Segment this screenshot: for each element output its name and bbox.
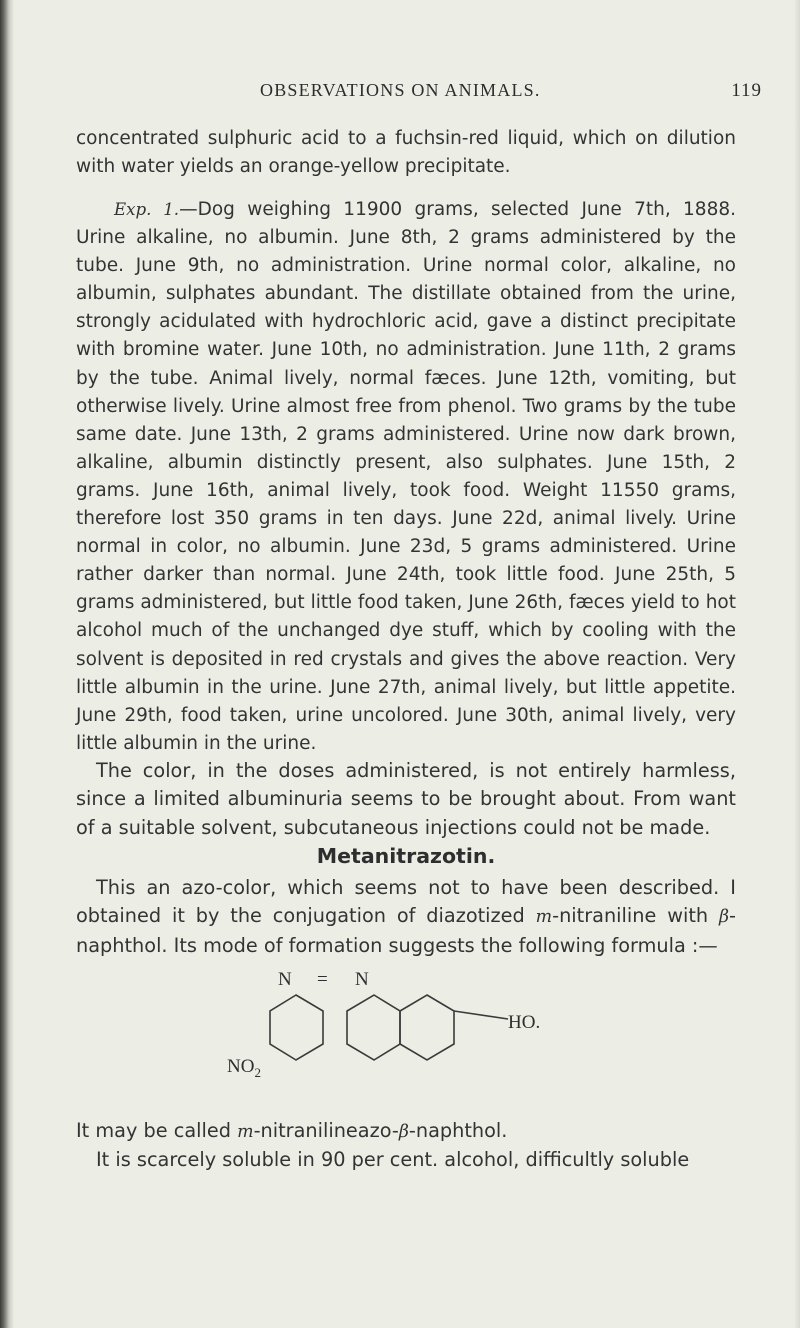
paragraph-continuation: concentrated sulphuric acid to a fuchsin-red liquid, which on dilution with water yields an orange-yellow precipitate. (76, 128, 736, 178)
running-head-title: OBSERVATIONS ON ANIMALS. (260, 80, 541, 100)
formula-equals: = (317, 969, 328, 990)
text-run: -nitranilineazo- (253, 1119, 399, 1142)
formula-n-right: N (355, 969, 369, 990)
text-run: -naphthol. (408, 1119, 508, 1142)
formula-no2-prefix: NO (227, 1056, 255, 1077)
experiment-text: —Dog weighing 11900 grams, selected June 7th, 1888. Urine alkaline, no albumin. June 8th, 2 grams administered by the tube. June 9th, no administration. Urine normal color, alkaline, no albumin, sulphates abundant. The distillate obtained from the urine, strongly acidulated with hydrochloric acid, gave a distinct precipitate with bromine water. June 10th, no administration. June 11th, 2 grams by the tube. Animal lively, normal fæces. June 12th, vomiting, but otherwise lively. Urine almost free from phenol. Two grams by the tube same date. June 13th, 2 grams administered. Urine now dark brown, alkaline, albumin distinctly present, also sulphates. June 15th, 2 grams. June 16th, animal lively, took food. Weight 11550 grams, therefore lost 350 grams in ten days. June 22d, animal lively. Urine normal in color, no albumin. June 23d, 5 grams administered. Urine rather darker than normal. June 24th, took little food. June 25th, 5 grams administered, but little food taken, June 26th, fæces yield to hot alcohol much of the unchanged dye stuff, which by cooling with the solvent is deposited in red crystals and gives the above reaction. Very little albumin in the urine. June 27th, animal lively, but little appetite. June 29th, food taken, urine uncolored. June 30th, animal lively, very little albumin in the urine. (76, 199, 737, 754)
naphthalene-ring-left (347, 995, 400, 1060)
text-run: It may be called (76, 1119, 238, 1142)
italic-beta: β (718, 907, 730, 928)
italic-beta: β (398, 1122, 409, 1142)
running-head (76, 80, 772, 104)
paragraph-experiment (76, 196, 736, 758)
text-run: -nitraniline with (552, 904, 719, 928)
italic-m: m (237, 1122, 254, 1142)
italic-m: m (535, 907, 553, 928)
experiment-label: Exp. 1. (114, 200, 180, 219)
paragraph-name (76, 1117, 736, 1175)
formula-ho: HO. (508, 1012, 541, 1033)
book-spine-shadow (0, 0, 14, 1328)
formula-n-left: N (278, 969, 292, 990)
section-heading: Metanitrazotin. (316, 844, 496, 868)
page-number: 119 (731, 80, 762, 101)
structural-formula (76, 955, 736, 1115)
naphthalene-ring-right (400, 995, 454, 1060)
text-run: -naphthol. Its mode of formation suggests the following formula :— (76, 904, 736, 957)
hydroxyl-bond (454, 1011, 508, 1019)
text-run-solubility: It is scarcely soluble in 90 per cent. alcohol, difficultly soluble (96, 1148, 690, 1172)
benzene-ring (270, 995, 323, 1060)
page-edge (794, 0, 800, 1328)
paragraph-metanitrazotin (76, 874, 736, 960)
formula-no2-sub: 2 (254, 1065, 261, 1080)
formula-no2 (227, 1056, 261, 1080)
text-run: This an azo-color, which seems not to have been described. I obtained it by the conjugation of diazotized (76, 876, 736, 928)
paragraph-conclusion: The color, in the doses administered, is not entirely harmless, since a limited albuminuria seems to be brought about. From want of a suitable solvent, subcutaneous injections could not be made. (76, 759, 736, 839)
structural-formula-diagram (76, 955, 736, 1115)
